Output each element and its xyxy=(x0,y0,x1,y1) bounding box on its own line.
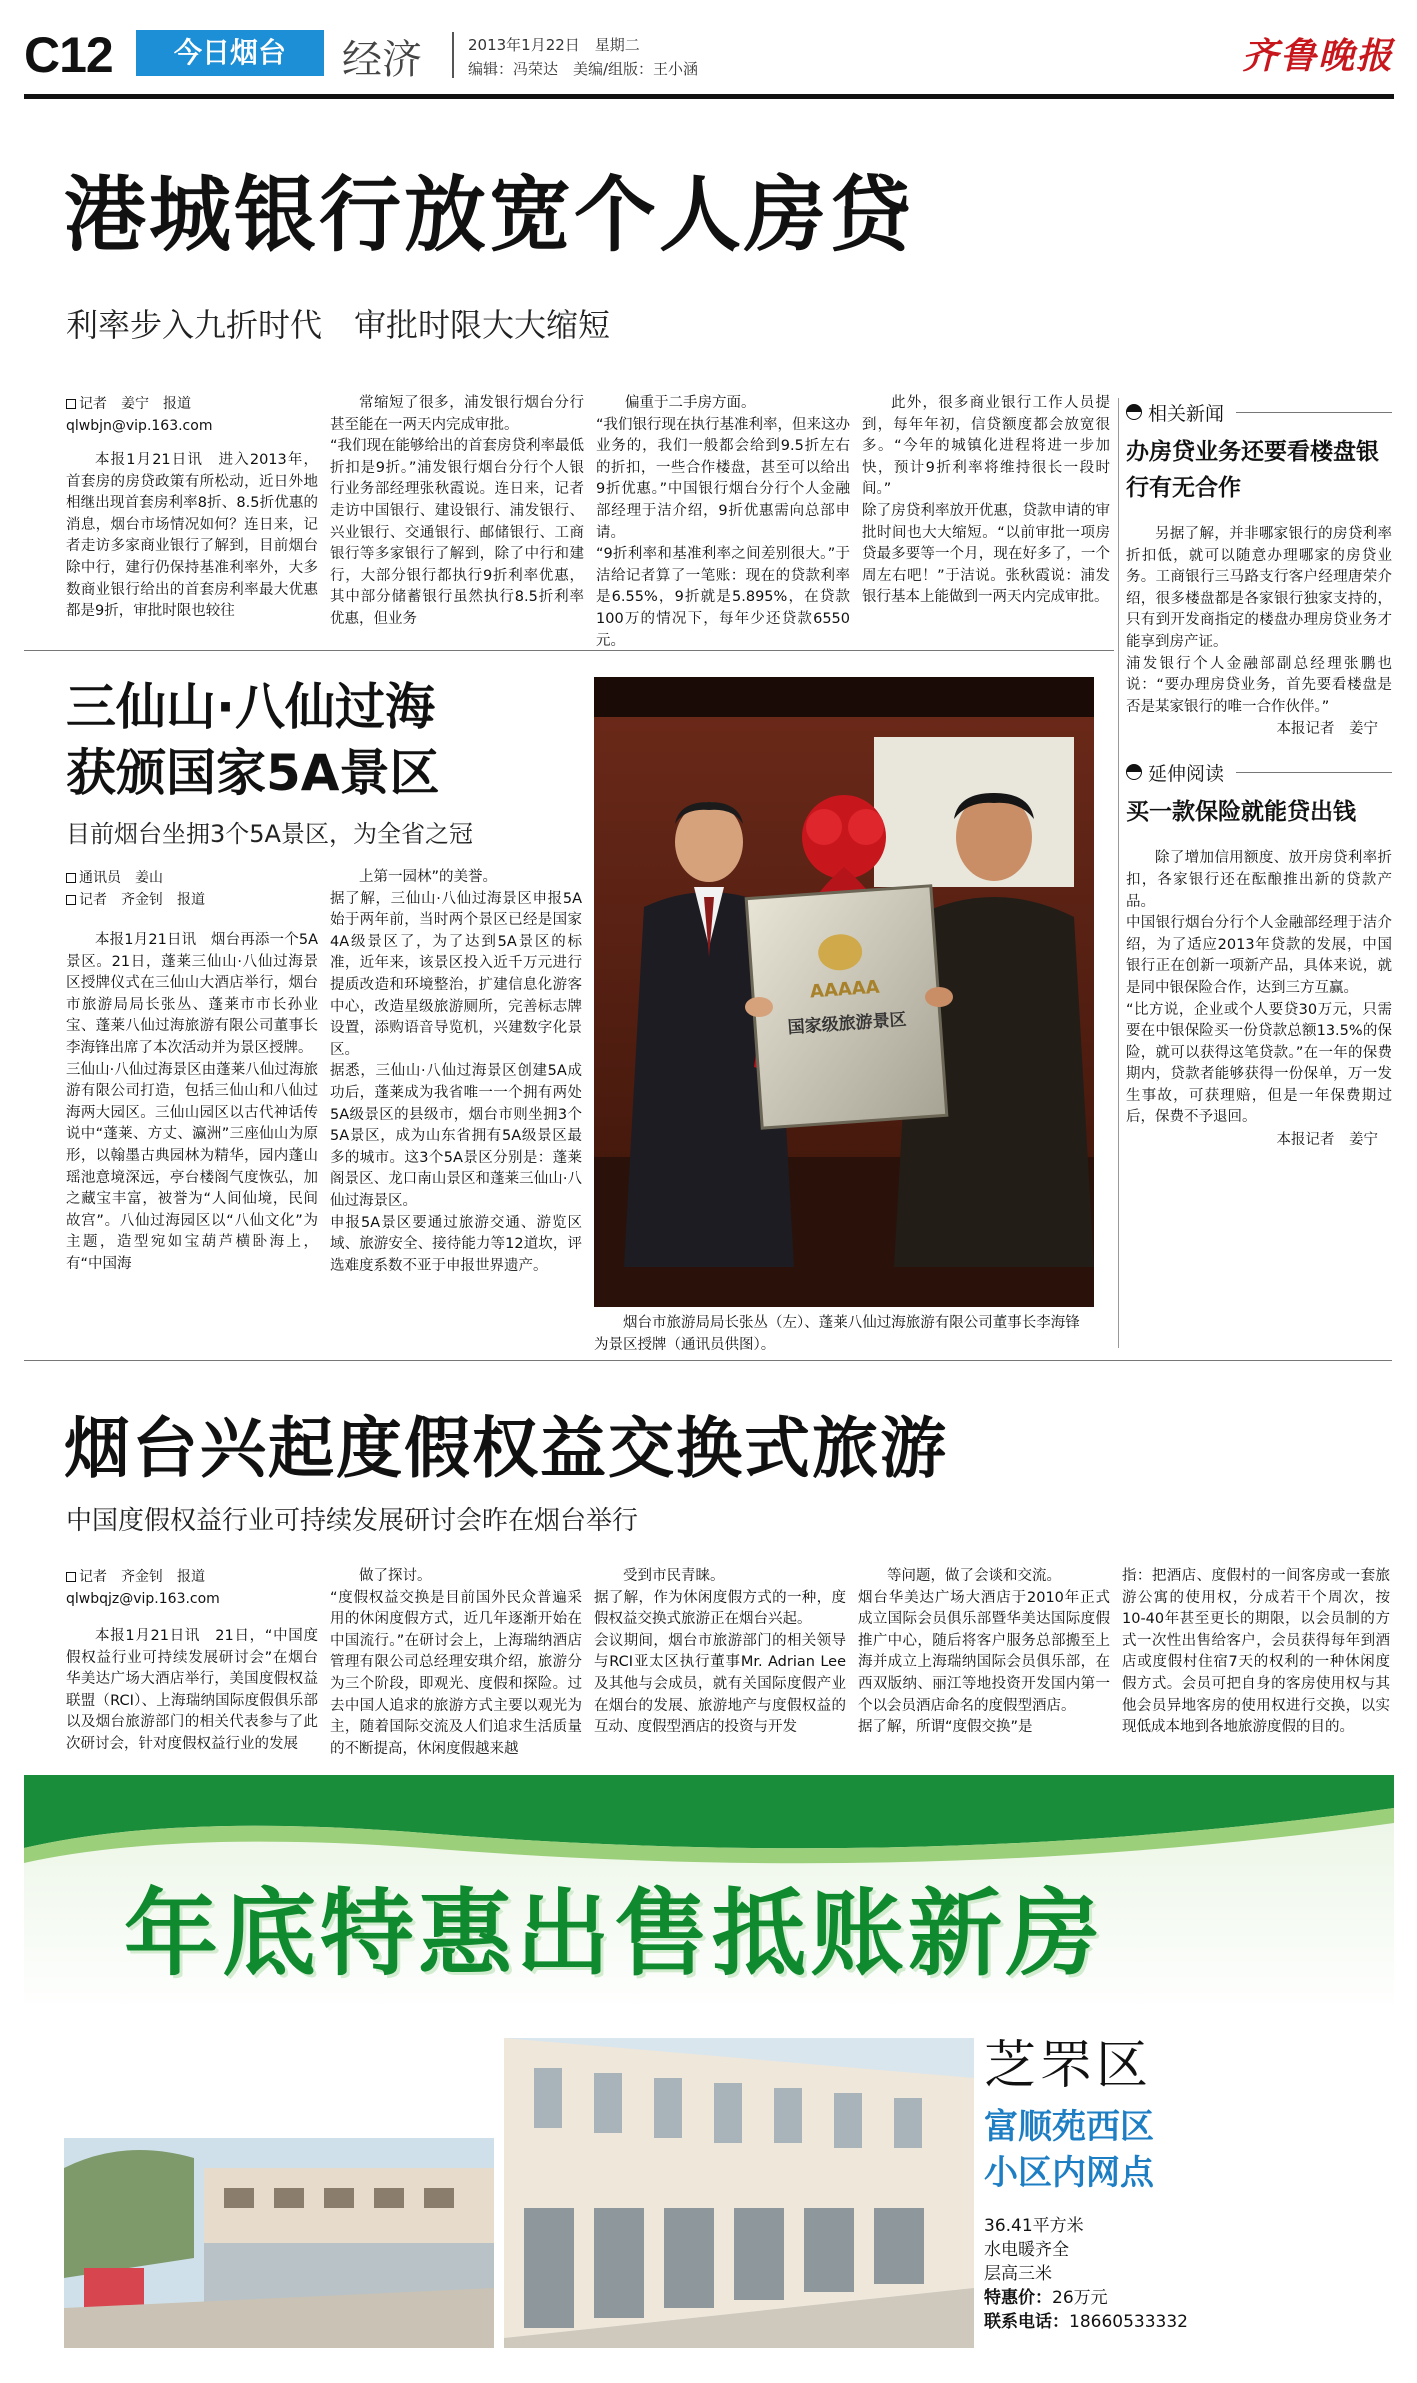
article3-column-3: 受到市民青睐。 据了解，作为休闲度假方式的一种，度假权益交换式旅游正在烟台兴起。 会议期间，烟台市旅游部门的相关领导与RCI亚太区执行董事Mr. Adrian Lee及其他与会成员，就有关国际度假产业在烟台的发展、旅游地产与度假权益的互动、度假型酒店的投资与开发 xyxy=(594,1568,846,1736)
byline-square-icon xyxy=(66,895,76,905)
related-news-label-text: 相关新闻 xyxy=(1148,402,1225,425)
label-rule xyxy=(1236,772,1392,773)
article2-contributor: 通讯员 姜山 xyxy=(79,870,163,886)
real-estate-ad[interactable] xyxy=(24,1775,1394,2365)
ad-fact-area: 36.41平方米 xyxy=(984,2216,1084,2236)
article2-column-2: 上第一园林”的美誉。 据了解，三仙山·八仙过海景区申报5A始于两年前，当时两个景区已经是国家4A级景区了，为了达到5A景区的标准，近年来，该景区投入近千万元进行提质改造和环境整治，扩建信息化游客中心，改造星级旅游厕所，完善标志牌设置，添购语音导览机，兴建数字化景区。 据悉，三仙山·八仙过海景区创建5A成功后，蓬莱成为我省唯一一个拥有两处5A级景区的县级市，烟台市则坐拥3个5A景区，成为山东省拥有5A级景区最多的城市。这3个5A景区分别是：蓬莱阁景区、龙口南山景区和蓬莱三仙山·八仙过海景区。 申报5A景区要通过旅游交通、游览区域、旅游安全、接待能力等12道坎，评选难度系数不亚于申报世界遗产。 xyxy=(330,869,582,1274)
ad-price-label: 特惠价： xyxy=(984,2288,1052,2308)
extended-reading-title: 买一款保险就能贷出钱 xyxy=(1126,799,1356,826)
article1-column-2: 常缩短了很多，浦发银行烟台分行甚至能在一两天内完成审批。 “我们现在能够给出的首套房贷利率最低折扣是9折。”浦发银行烟台分行个人银行业务部经理张秋霞说。连日来，记者走访中国银行、建设银行、浦发银行、兴业银行、交通银行、邮储银行、工商银行等多家银行了解到，除了中行和建行，大部分银行都执行9折利率优惠，其中部分储蓄银行虽然执行8.5折利率优惠，但业务 xyxy=(330,395,585,627)
article3-column-2: 做了探讨。 “度假权益交换是目前国外民众普遍采用的休闲度假方式，近几年逐渐开始在中国流行。”在研讨会上，上海瑞纳酒店管理有限公司总经理安琪介绍，旅游分为三个阶段，即观光、度假和探险。过去中国人追求的旅游方式主要以观光为主，随着国际交流及人们追求生活质量的不断提高，休闲度假越来越 xyxy=(330,1568,582,1757)
sidebar-rule xyxy=(1118,398,1119,1348)
plaque-title: 国家级旅游景区 xyxy=(787,1009,908,1039)
page-header xyxy=(24,20,1394,90)
ad-fact-utilities: 水电暖齐全 xyxy=(984,2240,1069,2260)
photo-caption: 烟台市旅游局局长张丛（左）、蓬莱八仙过海旅游有限公司董事长李海锋为景区授牌（通讯员供图）。 xyxy=(594,1315,1080,1353)
ad-phone-label: 联系电话： xyxy=(984,2312,1069,2332)
article2-column-1: 本报1月21日讯 烟台再添一个5A景区。21日，蓬莱三仙山·八仙过海景区授牌仪式在三仙山大酒店举行，烟台市旅游局局长张丛、蓬莱市市长孙业宝、蓬莱八仙过海旅游有限公司董事长李海锋出席了本次活动并为景区授牌。 三仙山·八仙过海景区由蓬莱八仙过海旅游有限公司打造，包括三仙山和八仙过海两大园区。三仙山园区以古代神话传说中“蓬莱、方丈、瀛洲”三座仙山为原形，以翰墨古典园林为精华，园内蓬山瑶池意境深远，亭台楼阁气度恢弘，加之藏宝丰富，被誉为“人间仙境，民间故宫”。八仙过海园区以“八仙文化”为主题，造型宛如宝葫芦横卧海上，有“中国海 xyxy=(66,932,318,1272)
related-news-body: 另据了解，并非哪家银行的房贷利率折扣低，就可以随意办理哪家的房贷业务。工商银行三马路支行客户经理唐荣介绍，很多楼盘都是各家银行独家支持的，只有到开发商指定的楼盘办理房贷业务才能享到房产证。 浦发银行个人金融部副总经理张鹏也说：“要办理房贷业务，首先要看楼盘是否是某家银行的唯一合作伙伴。” xyxy=(1126,526,1392,715)
ceremony-scene xyxy=(594,677,1094,1307)
newspaper-logo: 齐鲁晚报 xyxy=(1241,35,1394,77)
ad-property-line1: 富顺苑西区 xyxy=(984,2107,1154,2147)
article3-reporter: 记者 齐金钊 报道 xyxy=(79,1569,205,1585)
related-news-label xyxy=(1126,398,1392,426)
article3-column-5: 指：把酒店、度假村的一间客房或一套旅游公寓的使用权，分成若干个周次，按10-40年甚至更长的期限，以会员制的方式一次性出售给客户，会员获得每年到酒店或度假村住宿7天的权利的一种休闲度假方式。会员可把自身的客房使用权与其他会员异地客房的使用权进行交换，以实现低成本地到各地旅游度假的目的。 xyxy=(1122,1568,1390,1736)
divider-article2 xyxy=(24,1360,1392,1361)
article1-reporter: 记者 姜宁 报道 xyxy=(79,396,191,412)
editor-credits: 编辑：冯荣达 美编/组版：王小涵 xyxy=(468,60,699,78)
ad-district: 芝罘区 xyxy=(984,2036,1153,2096)
article3-headline: 烟台兴起度假权益交换式旅游 xyxy=(64,1410,948,1487)
half-circle-icon xyxy=(1126,404,1142,420)
article3-email[interactable]: qlwbqjz@vip.163.com xyxy=(66,1591,220,1607)
byline-square-icon xyxy=(66,873,76,883)
article1-column-3: 偏重于二手房方面。 “我们银行现在执行基准利率，但来这办业务的，我们一般都会给到9.5折左右的折扣，一些合作楼盘，甚至可以给出9折优惠。”中国银行烟台分行个人金融部经理于洁介绍，9折优惠需向总部申请。 “9折利率和基准利率之间差别很大。”于洁给记者算了一笔账：现在的贷款利率是6.55%，9折就是5.895%，在贷款100万的情况下，每年少还贷款6550元。 xyxy=(596,395,851,649)
article1-deck: 利率步入九折时代 审批时限大大缩短 xyxy=(66,306,611,344)
extended-reading-sign: 本报记者 姜宁 xyxy=(1276,1132,1378,1149)
byline-square-icon xyxy=(66,1572,76,1582)
page-number: C12 xyxy=(24,27,113,83)
divider-article1 xyxy=(24,650,1114,651)
header-separator xyxy=(452,32,454,78)
ad-price xyxy=(984,2286,1394,2310)
ad-phone-value[interactable]: 18660533332 xyxy=(1069,2312,1188,2332)
ad-fact-height: 层高三米 xyxy=(984,2264,1052,2284)
section-tag[interactable]: 今日烟台 xyxy=(136,30,324,76)
article2-headline-line1: 三仙山·八仙过海 xyxy=(66,678,435,736)
ad-headline: 年底特惠出售抵账新房 xyxy=(124,1880,1105,1989)
ad-info-panel xyxy=(984,2023,1394,2368)
label-rule xyxy=(1236,412,1392,413)
article2-deck: 目前烟台坐拥3个5A景区，为全省之冠 xyxy=(66,820,473,848)
extended-reading-label xyxy=(1126,758,1392,786)
byline-square-icon xyxy=(66,399,76,409)
ad-facts xyxy=(984,2214,1394,2286)
article1-column-1: 本报1月21日讯 进入2013年，首套房的房贷政策有所松动，近日外地相继出现首套房利率8折、8.5折优惠的消息，烟台市场情况如何？连日来，记者走访多家商业银行了解到，目前烟台除中行，建行仍保持基准利率外，大多数商业银行给出的首套房利率最大优惠都是9折，审批时限也较往 xyxy=(66,452,318,620)
extended-reading-label-text: 延伸阅读 xyxy=(1148,762,1225,785)
article3-column-4: 等问题，做了会谈和交流。 烟台华美达广场大酒店于2010年正式成立国际会员俱乐部暨华美达国际度假推广中心，随后将客户服务总部搬至上海并成立上海瑞纳国际会员俱乐部，在西双版纳、丽江等地投资开发国内第一个以会员酒店命名的度假型酒店。 据了解，所谓“度假交换”是 xyxy=(858,1568,1110,1736)
article1-column-4: 此外，很多商业银行工作人员提到，每年年初，信贷额度都会放宽很多。“今年的城镇化进程将进一步加快，预计9折利率将维持很长一段时间。” 除了房贷利率放开优惠，贷款申请的审批时间也大大缩短。“以前审批一项房贷最多要等一个月，现在好多了，一个周左右吧！”于洁说。张秋霞说：浦发银行基本上能做到一两天内完成审批。 xyxy=(862,395,1110,606)
ad-street-photo xyxy=(64,2138,494,2348)
article2-reporter: 记者 齐金钊 报道 xyxy=(79,892,205,908)
article1-headline: 港城银行放宽个人房贷 xyxy=(64,168,915,263)
article3-byline xyxy=(66,1566,316,1610)
article2-headline-line2: 获颁国家5A景区 xyxy=(66,744,440,802)
ad-property-line2: 小区内网点 xyxy=(984,2153,1154,2193)
plaque-stars: AAAAA xyxy=(809,976,881,1003)
ad-building-photo xyxy=(504,2038,974,2348)
ad-price-value: 26万元 xyxy=(1052,2288,1108,2308)
subsection-title: 经济 xyxy=(342,37,422,83)
ad-swoosh-decoration xyxy=(24,1778,1394,1868)
half-circle-icon xyxy=(1126,764,1142,780)
article3-deck: 中国度假权益行业可持续发展研讨会昨在烟台举行 xyxy=(66,1506,639,1536)
article2-byline xyxy=(66,867,316,911)
article1-byline xyxy=(66,393,316,437)
plaque-ceremony-photo xyxy=(594,677,1094,1307)
related-news-title: 办房贷业务还要看楼盘银行有无合作 xyxy=(1126,439,1379,501)
related-news-sign: 本报记者 姜宁 xyxy=(1276,721,1378,738)
sidebar xyxy=(1126,398,1392,1348)
article3-column-1: 本报1月21日讯 21日，“中国度假权益行业可持续发展研讨会”在烟台华美达广场大酒店举行，美国度假权益联盟（RCI）、上海瑞纳国际度假俱乐部以及烟台旅游部门的相关代表参与了此次研讨会，针对度假权益行业的发展 xyxy=(66,1628,318,1752)
extended-reading-body: 除了增加信用额度、放开房贷利率折扣，各家银行还在酝酿推出新的贷款产品。 中国银行烟台分行个人金融部经理于洁介绍，为了适应2013年贷款的发展，中国银行正在创新一项新产品，具体来说，就是同中银保险合作，达到三方互赢。 “比方说，企业或个人要贷30万元，只需要在中银保险买一份贷款总额13.5%的保险，就可以获得这笔贷款。”在一年的保费期内，贷款者能够获得一份保单，万一发生事故，可获理赔，但是一年保费期过后，保费不予退回。 xyxy=(1126,850,1392,1126)
ad-phone[interactable] xyxy=(984,2310,1394,2334)
article1-email[interactable]: qlwbjn@vip.163.com xyxy=(66,418,213,434)
header-rule xyxy=(24,94,1394,99)
issue-date: 2013年1月22日 星期二 xyxy=(468,36,640,54)
